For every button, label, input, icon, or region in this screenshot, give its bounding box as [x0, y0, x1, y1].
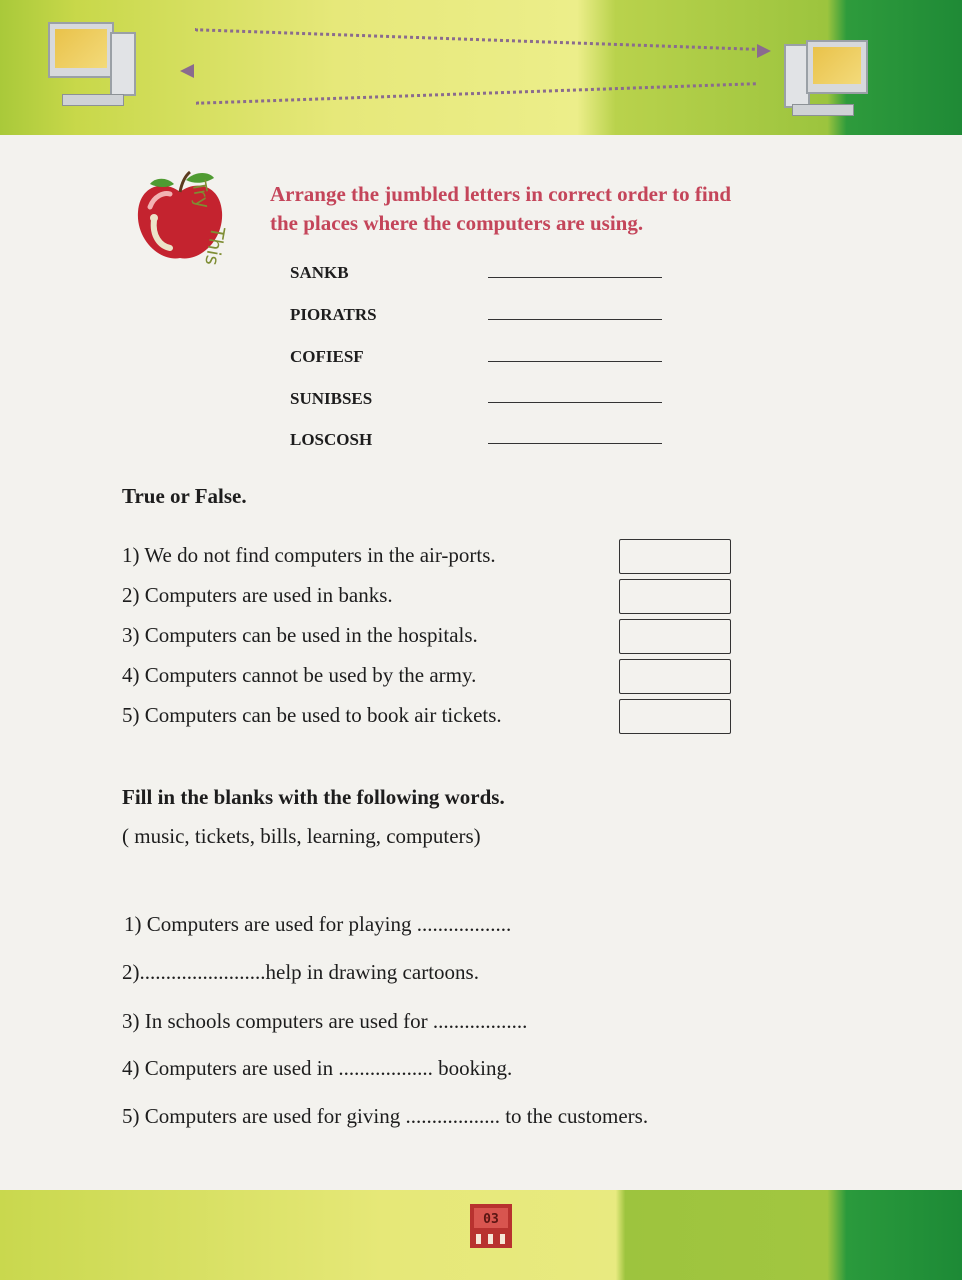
blank-dots[interactable]: ..................	[416, 912, 512, 936]
jumbled-instruction: Arrange the jumbled letters in correct order to find the places where the computers are using.	[270, 182, 732, 235]
page-number: 03	[483, 1212, 499, 1227]
fill-item-5: 5) Computers are used for giving .................. to the customers.	[122, 1104, 649, 1128]
answer-line[interactable]	[488, 443, 662, 444]
fill-item-3: 3) In schools computers are used for ..................	[122, 1009, 528, 1033]
tf-statement: 2) Computers are used in banks.	[122, 583, 393, 607]
answer-line[interactable]	[488, 361, 662, 362]
computer-icon-right	[782, 38, 872, 128]
answer-line[interactable]	[488, 402, 662, 403]
computer-icon-left	[48, 22, 138, 117]
tf-answer-box[interactable]	[619, 699, 731, 734]
tf-answer-box[interactable]	[619, 579, 731, 614]
tf-statement: 4) Computers cannot be used by the army.	[122, 663, 477, 687]
try-this-badge	[187, 165, 255, 268]
tf-statement: 3) Computers can be used in the hospitals.	[122, 623, 478, 647]
word-bank: ( music, tickets, bills, learning, computers)	[122, 824, 481, 848]
tf-answer-box[interactable]	[619, 539, 731, 574]
jumbled-word: COFIESF	[290, 347, 364, 366]
arrow-left-icon	[180, 64, 194, 78]
tf-answer-box[interactable]	[619, 659, 731, 694]
jumbled-word: SUNIBSES	[290, 389, 373, 408]
fill-item-2: 2)........................help in drawing cartoons.	[122, 960, 479, 984]
blank-dots[interactable]: ..................	[432, 1009, 528, 1033]
blank-dots[interactable]: ..................	[405, 1104, 500, 1128]
answer-line[interactable]	[488, 319, 662, 320]
blank-dots[interactable]: ..................	[338, 1056, 433, 1080]
dotted-arrow-bottom	[196, 82, 756, 105]
fill-blanks-heading: Fill in the blanks with the following words.	[122, 785, 505, 809]
tf-answer-box[interactable]	[619, 619, 731, 654]
badge-try: Try	[187, 179, 214, 211]
blank-dots[interactable]: ........................	[139, 960, 266, 984]
jumbled-word: SANKB	[290, 263, 349, 282]
tf-statement: 5) Computers can be used to book air tickets.	[122, 703, 502, 727]
fill-item-1: 1) Computers are used for playing ..................	[124, 912, 512, 936]
page-number-badge	[470, 1204, 512, 1248]
dotted-arrow-top	[195, 28, 755, 51]
tf-statement: 1) We do not find computers in the air-ports.	[122, 543, 496, 567]
jumbled-word: LOSCOSH	[290, 430, 373, 449]
jumbled-word: PIORATRS	[290, 305, 377, 324]
true-false-heading: True or False.	[122, 484, 247, 508]
header-band	[0, 0, 962, 135]
fill-item-4: 4) Computers are used in .................. booking.	[122, 1056, 513, 1080]
answer-line[interactable]	[488, 277, 662, 278]
arrow-right-icon	[757, 44, 771, 58]
badge-this: This	[200, 224, 229, 268]
